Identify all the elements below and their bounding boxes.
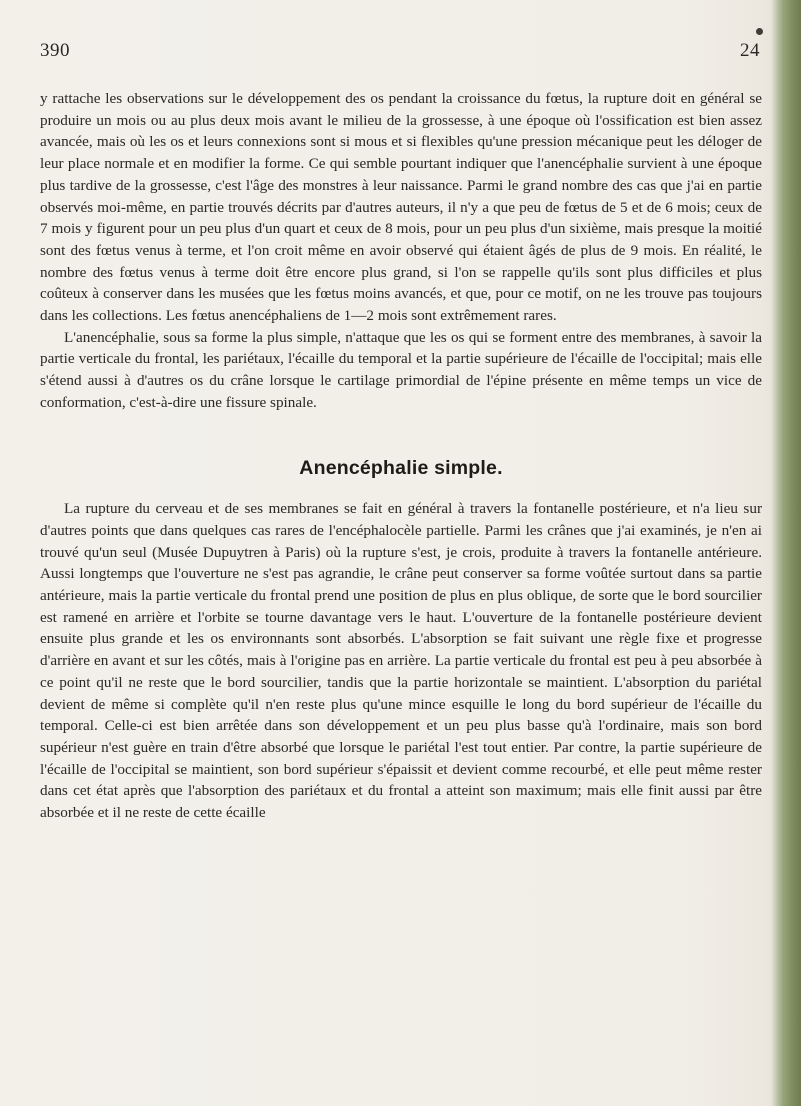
body-text bbox=[40, 88, 762, 824]
paragraph: La rupture du cerveau et de ses membranes se fait en général à travers la fontanelle postérieure, et n'a lieu sur d'autres points que dans quelques cas rares de l'encéphalocèle partielle. Parmi les crânes que j'ai examinés, je n'en ai trouvé qu'un seul (Musée Dupuytren à Paris) où la rupture s'est, je crois, produite à travers la fontanelle antérieure. Aussi longtemps que l'ouverture ne s'est pas agrandie, le crâne peut conserver sa forme voûtée surtout dans sa partie antérieure, mais la partie verticale du frontal prend une position de plus en plus oblique, de sorte que le bord sourcilier est ramené en arrière et l'orbite se tourne davantage vers le haut. L'ouverture de la fontanelle postérieure devient ensuite plus grande et les os environnants sont absorbés. L'absorption se fait suivant une règle fixe et progresse d'arrière en avant et sur les côtés, mais à l'origine pas en arrière. La partie verticale du frontal est peu à peu absorbée à ce point qu'il ne reste que le bord sourcilier, tandis que la partie horizontale se maintient. L'absorption du pariétal devient de même si complète qu'il n'en reste plus qu'une mince esquille le long du bord supérieur de l'écaille du temporal. Celle-ci est bien arrêtée dans son développement et un peu plus basse qu'à l'ordinaire, mais son bord supérieur n'est guère en train d'être absorbé que lorsque le pariétal l'est tout entier. Par contre, la partie supérieure de l'écaille de l'occipital se maintient, son bord supérieur s'épaissit et devient comme recourbé, et elle peut même rester dans cet état après que l'absorption des pariétaux et du frontal a atteint son maximum; mais elle finit aussi par être absorbée et il ne reste de cette écaille bbox=[40, 500, 762, 822]
paragraph: L'anencéphalie, sous sa forme la plus simple, n'attaque que les os qui se forment entre des membranes, à savoir la partie verticale du frontal, les pariétaux, l'écaille du temporal et la partie supérieure de l'écaille de l'occipital; mais elle s'étend aussi à d'autres os du crâne lorsque le cartilage primordial de l'épine présente en même temps un vice de conformation, c'est-à-dire une fissure spinale. bbox=[40, 328, 762, 411]
page-edge-shadow bbox=[771, 0, 801, 1106]
page-number-left: 390 bbox=[40, 40, 70, 61]
page-number-right: 24 bbox=[740, 40, 760, 61]
page-header bbox=[40, 40, 760, 64]
section-heading: Anencéphalie simple. bbox=[299, 456, 503, 479]
ink-spot bbox=[756, 28, 763, 35]
paragraph: y rattache les observations sur le développement des os pendant la croissance du fœtus, la rupture doit en général se produire un mois ou au plus deux mois avant le milieu de la grossesse, à une époque où l'ossification est bien assez avancée, mais où les os et leurs connexions sont si mous et si flexibles qu'une pression mécanique peut les déloger de leur place normale et en modifier la forme. Ce qui semble pourtant indiquer que l'anencéphalie survient à une époque plus tardive de la grossesse, c'est l'âge des monstres à leur naissance. Parmi le grand nombre des cas que j'ai en partie observés moi-même, en partie trouvés décrits par d'autres auteurs, il n'y a que peu de fœtus de 5 et de 6 mois; ceux de 7 mois y figurent pour un peu plus d'un quart et ceux de 8 mois, pour un peu plus d'un sixième, mais presque la moitié sont des fœtus venus à terme, et l'on croit même en avoir observé qui étaient âgés de plus de 9 mois. En réalité, le nombre des fœtus venus à terme doit être encore plus grand, si l'on se rappelle qu'ils sont plus difficiles et plus coûteux à conserver dans les musées que les fœtus moins avancés, et que, pour ce motif, on ne les trouve pas toujours dans les collections. Les fœtus anencéphaliens de 1—2 mois sont extrêmement rares. bbox=[40, 90, 762, 325]
